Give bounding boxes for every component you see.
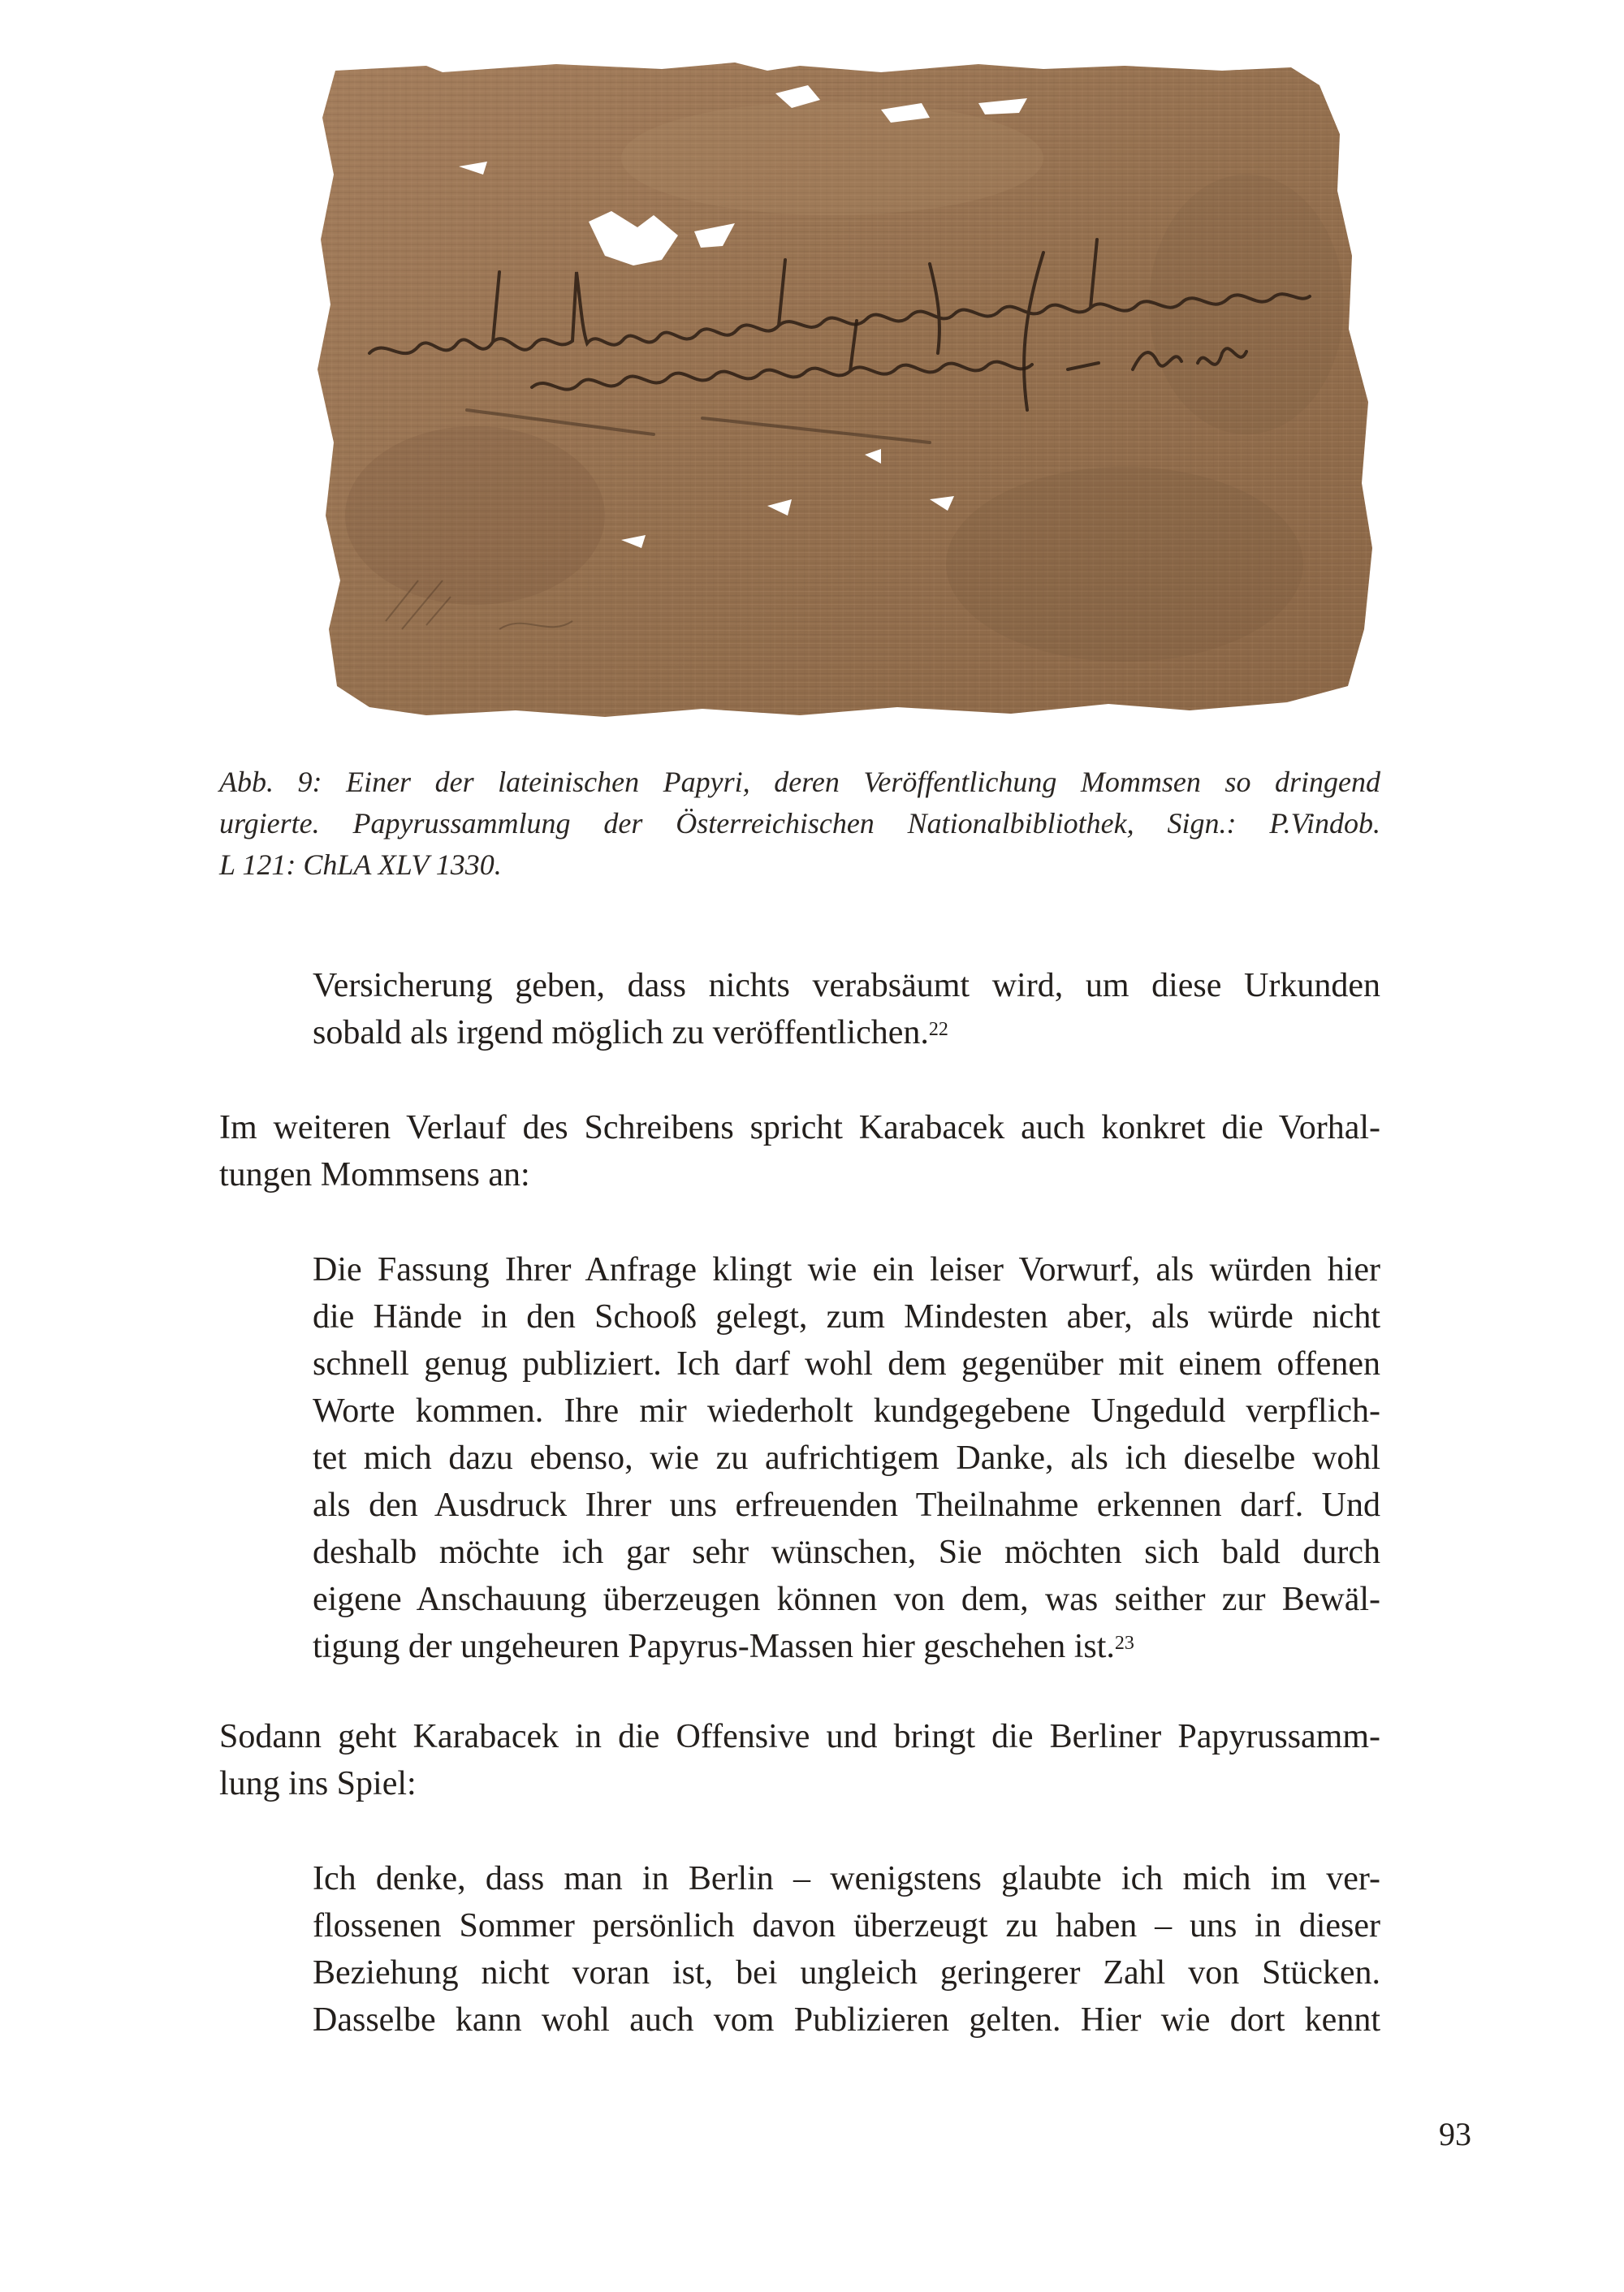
body-paragraph-1	[219, 1104, 1380, 1198]
body-line: lung ins Spiel:	[219, 1765, 417, 1802]
body-line: Sodann geht Karabacek in die Offensive und bringt die Berliner Papyrussamm-	[219, 1718, 1380, 1755]
body-line: Im weiteren Verlauf des Schreibens spricht Karabacek auch konkret die Vorhal-	[219, 1109, 1380, 1146]
quote-line: eigene Anschauung überzeugen können von dem, was seither zur Bewäl-	[313, 1581, 1380, 1618]
footnote-marker[interactable]: 23	[1114, 1633, 1134, 1654]
footnote-marker[interactable]: 22	[928, 1019, 948, 1040]
block-quote-2	[313, 1246, 1380, 1670]
quote-line: Ich denke, dass man in Berlin – wenigstens glaubte ich mich im ver-	[313, 1860, 1380, 1897]
body-line: tungen Mommsens an:	[219, 1156, 530, 1193]
quote-line: tet mich dazu ebenso, wie zu aufrichtigem Danke, als ich dieselbe wohl	[313, 1440, 1380, 1477]
page-number: 93	[1439, 2116, 1471, 2152]
quote-line: Versicherung geben, dass nichts verabsäumt wird, um diese Urkunden	[313, 967, 1380, 1004]
quote-line: schnell genug publiziert. Ich darf wohl dem gegenüber mit einem offenen	[313, 1345, 1380, 1383]
quote-line: Dasselbe kann wohl auch vom Publizieren gelten. Hier wie dort kennt	[313, 2001, 1380, 2039]
papyrus-image	[313, 61, 1376, 719]
quote-line: Beziehung nicht voran ist, bei ungleich geringerer Zahl von Stücken.	[313, 1954, 1380, 1992]
figure-caption	[219, 762, 1380, 886]
block-quote-1	[313, 962, 1380, 1056]
quote-line: Worte kommen. Ihre mir wiederholt kundgegebene Ungeduld verpflich-	[313, 1392, 1380, 1430]
body-paragraph-2	[219, 1713, 1380, 1807]
quote-line: die Hände in den Schooß gelegt, zum Mindesten aber, als würde nicht	[313, 1298, 1380, 1336]
block-quote-3	[313, 1855, 1380, 2044]
papyrus-figure	[313, 61, 1376, 719]
quote-line: flossenen Sommer persönlich davon überzeugt zu haben – uns in dieser	[313, 1907, 1380, 1945]
caption-line: L 121: ChLA XLV 1330.	[219, 848, 502, 881]
caption-line: Abb. 9: Einer der lateinischen Papyri, deren Veröffentlichung Mommsen so dringend	[219, 766, 1380, 798]
caption-line: urgierte. Papyrussammlung der Österreichischen Nationalbibliothek, Sign.: P.Vindob.	[219, 807, 1380, 840]
quote-line: sobald als irgend möglich zu veröffentlichen.$^{22}$	[313, 1014, 948, 1051]
quote-line: tigung der ungeheuren Papyrus-Massen hier geschehen ist.$^{23}$	[313, 1628, 1134, 1665]
quote-line: deshalb möchte ich gar sehr wünschen, Sie möchten sich bald durch	[313, 1534, 1380, 1571]
quote-line: Die Fassung Ihrer Anfrage klingt wie ein leiser Vorwurf, als würden hier	[313, 1251, 1380, 1288]
quote-line: als den Ausdruck Ihrer uns erfreuenden Theilnahme erkennen darf. Und	[313, 1487, 1380, 1524]
